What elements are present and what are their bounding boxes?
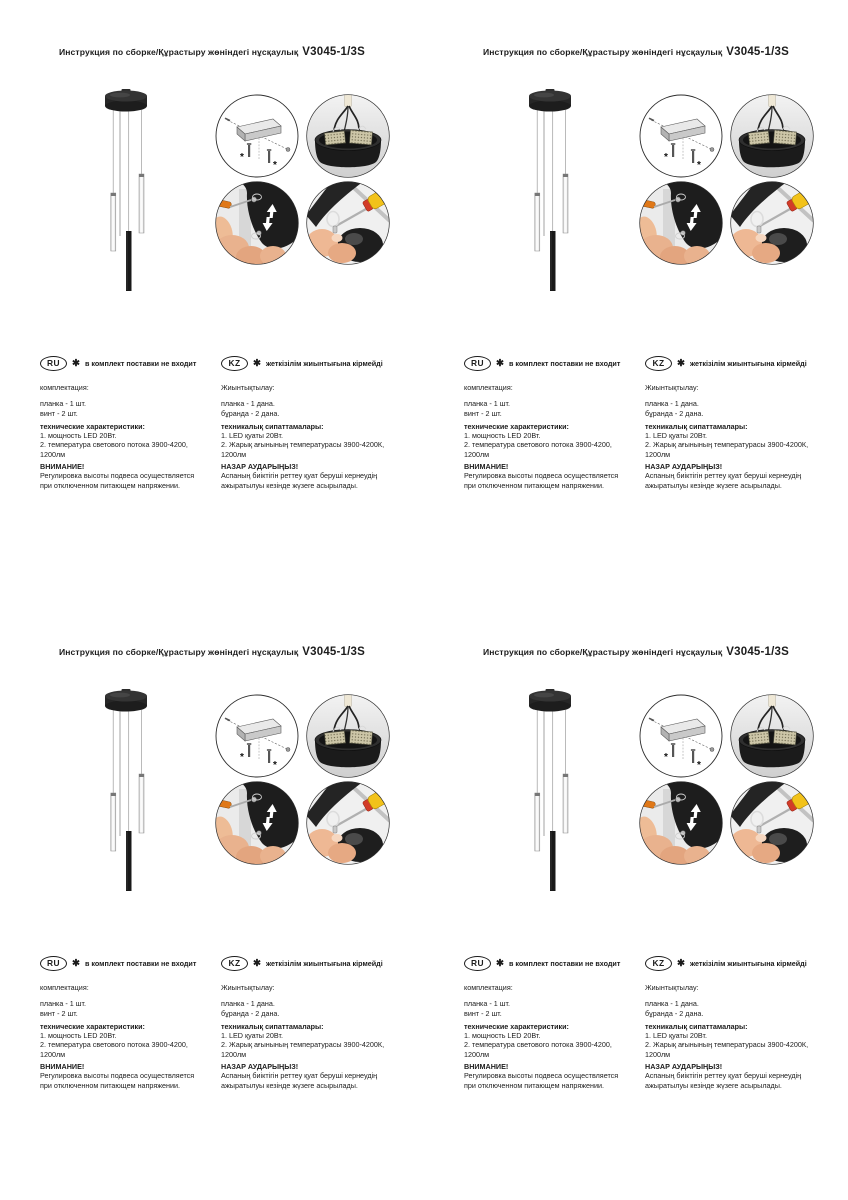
- ru-spec-item: 1. мощность LED 20Вт.: [40, 1031, 117, 1041]
- kz-spec-item: 1. LED қуаты 20Вт.: [221, 431, 283, 441]
- step-canopy-wiring-photo: [306, 94, 390, 178]
- ru-language-badge: RU: [40, 356, 67, 371]
- power-cable: [769, 694, 776, 707]
- kz-kit-item: бұранда - 2 дана.: [645, 408, 704, 418]
- mount-screw: [672, 744, 674, 757]
- sheet-title: [424, 46, 848, 58]
- ru-kit-item: планка - 1 шт.: [40, 999, 86, 1009]
- led-tube-white: [563, 174, 568, 233]
- dome-highlight: [345, 833, 363, 845]
- kz-lang-row: [645, 356, 827, 371]
- ru-spec-item: 2. температура светового потока 3900-4200, 1200лм: [40, 1040, 188, 1059]
- kz-warning-header: НАЗАР АУДАРЫҢЫЗ!: [645, 462, 723, 472]
- asterisk-mark: *: [273, 160, 277, 171]
- kz-spec-item: 1. LED қуаты 20Вт.: [645, 431, 707, 441]
- ru-kit-items: [40, 999, 208, 1018]
- sheet-title-text: Инструкция по сборке/Құрастыру жөніндегі нұсқаулық: [58, 47, 299, 57]
- kz-kit-item: планка - 1 дана.: [221, 399, 275, 409]
- ru-spec-item: 1. мощность LED 20Вт.: [464, 1031, 541, 1041]
- step-bracket-diagram: [215, 94, 299, 178]
- ru-kit-header: комплектация:: [40, 383, 89, 392]
- mount-screw-head: [691, 149, 695, 151]
- ru-warning-text: Регулировка высоты подвеса осуществляется при отключенном питающем напряжении.: [464, 1071, 619, 1090]
- fingernail: [332, 234, 343, 242]
- sheet-title-text: Инструкция по сборке/Құрастыру жөніндегі нұсқаулық: [482, 647, 723, 657]
- tube-cap: [563, 174, 568, 177]
- tube-cap: [111, 793, 116, 796]
- ru-specs: [464, 431, 632, 459]
- ru-warning-text: Регулировка высоты подвеса осуществляется при отключенном питающем напряжении.: [40, 471, 195, 490]
- ru-kit-items: [464, 399, 632, 418]
- step-bracket-diagram: [639, 94, 723, 178]
- kz-specs: [645, 431, 827, 459]
- ru-kit-header: комплектация:: [464, 383, 513, 392]
- step-cable-fix-photo: [730, 781, 814, 865]
- kz-section: [221, 356, 403, 490]
- kz-spec-item: 2. Жарық ағынының температурасы 3900-4200К, 1200лм: [221, 440, 385, 459]
- sheet-title-text: Инструкция по сборке/Құрастыру жөніндегі нұсқаулық: [482, 47, 723, 57]
- led-driver: [773, 730, 796, 745]
- kz-language-badge: KZ: [221, 356, 248, 371]
- step-height-adjust-photo: [215, 181, 299, 265]
- step-canopy-wiring-photo: [730, 94, 814, 178]
- ru-warning-header: ВНИМАНИЕ!: [40, 1062, 85, 1072]
- led-driver: [324, 131, 345, 145]
- canopy-highlight: [110, 693, 130, 698]
- asterisk-mark: *: [240, 152, 244, 163]
- cable-ferrule: [333, 226, 337, 233]
- kz-kit-header: Жиынтықтылау:: [645, 983, 699, 992]
- canopy-highlight: [110, 93, 130, 98]
- ru-warning-header: ВНИМАНИЕ!: [464, 1062, 509, 1072]
- step-bracket-diagram: [639, 694, 723, 778]
- kz-not-included-note: жеткізілім жиынтығына кірмейді: [689, 958, 807, 968]
- led-driver: [748, 731, 769, 745]
- mount-screw-head: [247, 143, 251, 145]
- ru-specs: [40, 431, 208, 459]
- kz-kit-item: бұранда - 2 дана.: [645, 1008, 704, 1018]
- screw-right-head: [710, 148, 714, 152]
- sheet-title-text: Инструкция по сборке/Құрастыру жөніндегі нұсқаулық: [58, 647, 299, 657]
- kz-kit-item: планка - 1 дана.: [645, 399, 699, 409]
- sheet-title: [0, 46, 424, 58]
- asterisk-icon: ✱: [677, 957, 685, 969]
- finger: [328, 243, 356, 263]
- kz-kit-item: бұранда - 2 дана.: [221, 408, 280, 418]
- ru-specs: [464, 1031, 632, 1059]
- instruction-card: [424, 600, 848, 1200]
- step-bracket-diagram: [215, 694, 299, 778]
- kz-kit-items: [221, 999, 403, 1018]
- screw-right-head: [710, 748, 714, 752]
- kz-warning-text: Аспаның биіктігін реттеу қуат беруші кернеудің ажыратылуы кезінде жүзеге асырылады.: [221, 1071, 378, 1090]
- kz-lang-row: [221, 356, 403, 371]
- kz-kit-header: Жиынтықтылау:: [221, 983, 275, 992]
- kz-specs: [221, 1031, 403, 1059]
- ru-kit-item: винт - 2 шт.: [464, 1008, 502, 1018]
- mount-screw-head: [267, 149, 271, 151]
- ru-not-included-note: в комплект поставки не входит: [84, 958, 197, 968]
- kz-warning-text: Аспаның биіктігін реттеу қуат беруші кернеудің ажыратылуы кезінде жүзеге асырылады.: [645, 1071, 802, 1090]
- instruction-card: [0, 600, 424, 1200]
- ru-section: [40, 356, 208, 490]
- finger: [752, 243, 780, 263]
- led-tube-white: [111, 793, 116, 851]
- led-tube-white: [139, 774, 144, 833]
- mount-screw: [672, 144, 674, 157]
- kz-specs-header: техникалық сипаттамалары:: [221, 421, 324, 431]
- ru-specs-header: технические характеристики:: [464, 421, 569, 431]
- instruction-card: [0, 0, 424, 600]
- step-cable-fix-photo: [306, 181, 390, 265]
- cable-ferrule: [757, 226, 761, 233]
- mount-screw-head: [671, 143, 675, 145]
- mount-screw: [248, 744, 250, 757]
- asterisk-icon: ✱: [253, 957, 261, 969]
- fingernail: [756, 834, 767, 842]
- screw-right-head: [286, 148, 290, 152]
- step-canopy-wiring-photo: [730, 694, 814, 778]
- led-tube-white: [111, 193, 116, 251]
- kz-section: [221, 956, 403, 1090]
- asterisk-mark: *: [664, 152, 668, 163]
- ru-spec-item: 1. мощность LED 20Вт.: [40, 431, 117, 441]
- finger: [752, 843, 780, 863]
- mount-screw: [268, 150, 270, 163]
- ru-not-included-note: в комплект поставки не входит: [508, 358, 621, 368]
- mount-screw: [692, 150, 694, 163]
- sheet-title: [0, 646, 424, 658]
- kz-kit-header: Жиынтықтылау:: [645, 383, 699, 392]
- kz-kit-items: [645, 999, 827, 1018]
- kz-kit-item: планка - 1 дана.: [645, 999, 699, 1009]
- kz-specs-header: техникалық сипаттамалары:: [645, 421, 748, 431]
- ru-kit-header: комплектация:: [40, 983, 89, 992]
- ru-kit-items: [40, 399, 208, 418]
- ru-spec-item: 2. температура светового потока 3900-4200, 1200лм: [40, 440, 188, 459]
- asterisk-icon: ✱: [496, 357, 504, 369]
- asterisk-icon: ✱: [72, 957, 80, 969]
- kz-section: [645, 356, 827, 490]
- cable-ferrule: [757, 826, 761, 833]
- power-cable: [345, 94, 352, 107]
- step-canopy-wiring-photo: [306, 694, 390, 778]
- ru-lang-row: [40, 956, 208, 971]
- asterisk-mark: *: [273, 760, 277, 771]
- kz-lang-row: [645, 956, 827, 971]
- step-height-adjust-photo: [215, 781, 299, 865]
- led-driver: [748, 131, 769, 145]
- ru-language-badge: RU: [464, 956, 491, 971]
- ru-spec-item: 2. температура светового потока 3900-4200, 1200лм: [464, 1040, 612, 1059]
- kz-language-badge: KZ: [221, 956, 248, 971]
- ru-kit-items: [464, 999, 632, 1018]
- mount-screw-head: [691, 749, 695, 751]
- ru-section: [464, 956, 632, 1090]
- asterisk-mark: *: [240, 752, 244, 763]
- mount-screw-head: [247, 743, 251, 745]
- kz-spec-item: 1. LED қуаты 20Вт.: [221, 1031, 283, 1041]
- kz-spec-item: 2. Жарық ағынының температурасы 3900-4200К, 1200лм: [221, 1040, 385, 1059]
- product-model: V3045-1/3S: [726, 646, 790, 658]
- kz-lang-row: [221, 956, 403, 971]
- ru-lang-row: [40, 356, 208, 371]
- pendant-lamp-image: [90, 686, 162, 898]
- kz-spec-item: 2. Жарық ағынының температурасы 3900-4200К, 1200лм: [645, 1040, 809, 1059]
- pendant-lamp-image: [514, 86, 586, 298]
- led-tube-white: [563, 774, 568, 833]
- ru-section: [464, 356, 632, 490]
- step-height-adjust-photo: [639, 781, 723, 865]
- asterisk-icon: ✱: [677, 357, 685, 369]
- canopy-highlight: [534, 693, 554, 698]
- ru-warning-text: Регулировка высоты подвеса осуществляется при отключенном питающем напряжении.: [464, 471, 619, 490]
- power-cable: [345, 694, 352, 707]
- ru-not-included-note: в комплект поставки не входит: [84, 358, 197, 368]
- kz-not-included-note: жеткізілім жиынтығына кірмейді: [265, 358, 383, 368]
- asterisk-mark: *: [697, 160, 701, 171]
- kz-kit-header: Жиынтықтылау:: [221, 383, 275, 392]
- ru-kit-item: винт - 2 шт.: [464, 408, 502, 418]
- kz-kit-items: [221, 399, 403, 418]
- pendant-lamp-image: [90, 86, 162, 298]
- asterisk-icon: ✱: [496, 957, 504, 969]
- ru-spec-item: 1. мощность LED 20Вт.: [464, 431, 541, 441]
- ru-kit-header: комплектация:: [464, 983, 513, 992]
- step-cable-fix-photo: [306, 781, 390, 865]
- asterisk-icon: ✱: [72, 357, 80, 369]
- kz-specs-header: техникалық сипаттамалары:: [645, 1021, 748, 1031]
- ru-specs-header: технические характеристики:: [40, 1021, 145, 1031]
- asterisk-mark: *: [664, 752, 668, 763]
- canopy-bottom: [529, 701, 571, 712]
- assembly-steps: [639, 94, 814, 265]
- ru-spec-item: 2. температура светового потока 3900-4200, 1200лм: [464, 440, 612, 459]
- fingernail: [332, 834, 343, 842]
- ru-not-included-note: в комплект поставки не входит: [508, 958, 621, 968]
- led-driver: [349, 730, 372, 745]
- fingernail: [756, 234, 767, 242]
- ru-specs-header: технические характеристики:: [464, 1021, 569, 1031]
- kz-specs: [645, 1031, 827, 1059]
- ru-kit-item: винт - 2 шт.: [40, 1008, 78, 1018]
- ru-lang-row: [464, 356, 632, 371]
- kz-section: [645, 956, 827, 1090]
- instruction-card: [424, 0, 848, 600]
- asterisk-icon: ✱: [253, 357, 261, 369]
- ru-section: [40, 956, 208, 1090]
- mount-screw: [248, 144, 250, 157]
- kz-warning-text: Аспаның биіктігін реттеу қуат беруші кернеудің ажыратылуы кезінде жүзеге асырылады.: [645, 471, 802, 490]
- ru-kit-item: планка - 1 шт.: [464, 399, 510, 409]
- assembly-steps: [215, 694, 390, 865]
- product-model: V3045-1/3S: [302, 646, 366, 658]
- step-height-adjust-photo: [639, 181, 723, 265]
- led-tube-white: [535, 793, 540, 851]
- ru-warning-text: Регулировка высоты подвеса осуществляется при отключенном питающем напряжении.: [40, 1071, 195, 1090]
- screw-right-head: [286, 748, 290, 752]
- kz-language-badge: KZ: [645, 356, 672, 371]
- tube-cap: [535, 793, 540, 796]
- cable-ferrule: [333, 826, 337, 833]
- mount-screw-head: [671, 743, 675, 745]
- led-driver: [324, 731, 345, 745]
- mount-screw-head: [267, 749, 271, 751]
- kz-not-included-note: жеткізілім жиынтығына кірмейді: [689, 358, 807, 368]
- kz-specs: [221, 431, 403, 459]
- kz-warning-header: НАЗАР АУДАРЫҢЫЗ!: [221, 1062, 299, 1072]
- assembly-steps: [215, 94, 390, 265]
- ru-warning-header: ВНИМАНИЕ!: [40, 462, 85, 472]
- ru-language-badge: RU: [464, 356, 491, 371]
- kz-kit-item: планка - 1 дана.: [221, 999, 275, 1009]
- kz-warning-text: Аспаның биіктігін реттеу қуат беруші кернеудің ажыратылуы кезінде жүзеге асырылады.: [221, 471, 378, 490]
- assembly-steps: [639, 694, 814, 865]
- pendant-lamp-image: [514, 686, 586, 898]
- tube-cap: [535, 193, 540, 196]
- canopy-bottom: [105, 701, 147, 712]
- power-cable: [769, 94, 776, 107]
- tube-cap: [563, 774, 568, 777]
- canopy-bottom: [105, 101, 147, 112]
- canopy-bottom: [529, 101, 571, 112]
- kz-not-included-note: жеткізілім жиынтығына кірмейді: [265, 958, 383, 968]
- tube-cap: [139, 174, 144, 177]
- ru-kit-item: планка - 1 шт.: [40, 399, 86, 409]
- kz-warning-header: НАЗАР АУДАРЫҢЫЗ!: [221, 462, 299, 472]
- ru-specs-header: технические характеристики:: [40, 421, 145, 431]
- tube-cap: [111, 193, 116, 196]
- asterisk-mark: *: [697, 760, 701, 771]
- ru-lang-row: [464, 956, 632, 971]
- ru-kit-item: планка - 1 шт.: [464, 999, 510, 1009]
- kz-language-badge: KZ: [645, 956, 672, 971]
- led-driver: [349, 130, 372, 145]
- kz-warning-header: НАЗАР АУДАРЫҢЫЗ!: [645, 1062, 723, 1072]
- dome-highlight: [345, 233, 363, 245]
- canopy-highlight: [534, 93, 554, 98]
- sheet-title: [424, 646, 848, 658]
- finger: [328, 843, 356, 863]
- mount-screw: [268, 750, 270, 763]
- ru-warning-header: ВНИМАНИЕ!: [464, 462, 509, 472]
- kz-spec-item: 2. Жарық ағынының температурасы 3900-4200К, 1200лм: [645, 440, 809, 459]
- ru-language-badge: RU: [40, 956, 67, 971]
- led-driver: [773, 130, 796, 145]
- led-tube-white: [139, 174, 144, 233]
- step-cable-fix-photo: [730, 181, 814, 265]
- ru-kit-item: винт - 2 шт.: [40, 408, 78, 418]
- kz-kit-item: бұранда - 2 дана.: [221, 1008, 280, 1018]
- kz-kit-items: [645, 399, 827, 418]
- dome-highlight: [769, 233, 787, 245]
- led-tube-white: [535, 193, 540, 251]
- mount-screw: [692, 750, 694, 763]
- dome-highlight: [769, 833, 787, 845]
- product-model: V3045-1/3S: [726, 46, 790, 58]
- kz-specs-header: техникалық сипаттамалары:: [221, 1021, 324, 1031]
- tube-cap: [139, 774, 144, 777]
- kz-spec-item: 1. LED қуаты 20Вт.: [645, 1031, 707, 1041]
- product-model: V3045-1/3S: [302, 46, 366, 58]
- ru-specs: [40, 1031, 208, 1059]
